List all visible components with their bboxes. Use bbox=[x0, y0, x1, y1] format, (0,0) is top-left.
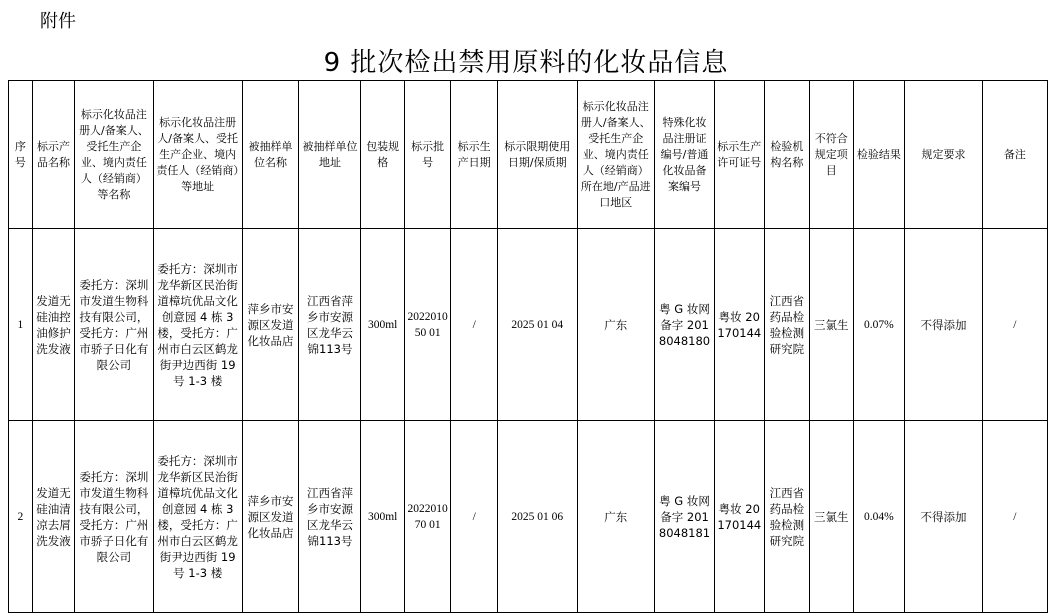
cell-product-name: 发道无硅油清凉去屑洗发液 bbox=[32, 421, 74, 613]
cell-lab: 江西省药品检验检测研究院 bbox=[764, 229, 809, 421]
cell-company-name: 委托方：深圳市发道生物科技有限公司，受托方：广州市骄子日化有限公司 bbox=[75, 421, 154, 613]
header-cell-company-name: 标示化妆品注册人/备案人、受托生产企业、境内责任人（经销商）等名称 bbox=[75, 81, 154, 229]
cell-origin: 广东 bbox=[577, 229, 655, 421]
table-row bbox=[9, 421, 1048, 613]
cell-result: 0.04% bbox=[853, 421, 905, 613]
header-row bbox=[9, 81, 1048, 229]
cell-requirement: 不得添加 bbox=[905, 229, 983, 421]
cell-company-address: 委托方：深圳市龙华新区民治街道樟坑优品文化创意园 4 栋 3 楼，受托方：广州市白云区鹤龙街尹边西街 19 号 1-3 楼 bbox=[153, 229, 242, 421]
cell-sampled-unit: 萍乡市安源区发道化妆品店 bbox=[242, 229, 299, 421]
cell-license-no: 粤妆 20170144 bbox=[715, 421, 765, 613]
cell-sampled-address: 江西省萍乡市安源区龙华云锦113号 bbox=[299, 421, 361, 613]
header-cell-failed-item: 不符合规定项目 bbox=[810, 81, 853, 229]
header-cell-sampled-unit: 被抽样单位名称 bbox=[242, 81, 299, 229]
cell-license-no: 粤妆 20170144 bbox=[715, 229, 765, 421]
cell-package-spec: 300ml bbox=[361, 229, 404, 421]
cell-expiry: 2025 01 06 bbox=[497, 421, 577, 613]
cell-production-date: / bbox=[451, 421, 498, 613]
cell-requirement: 不得添加 bbox=[905, 421, 983, 613]
cell-sampled-unit: 萍乡市安源区发道化妆品店 bbox=[242, 421, 299, 613]
header-cell-registration-no: 特殊化妆品注册证编号/普通化妆品备案编号 bbox=[655, 81, 715, 229]
cell-registration-no: 粤 G 妆网备字 2018048181 bbox=[655, 421, 715, 613]
cell-company-name: 委托方：深圳市发道生物科技有限公司，受托方：广州市骄子日化有限公司 bbox=[75, 229, 154, 421]
header-cell-expiry: 标示限期使用日期/保质期 bbox=[497, 81, 577, 229]
header-cell-origin: 标示化妆品注册人/备案人、受托生产企业、境内责任人（经销商）所在地/产品进口地区 bbox=[577, 81, 655, 229]
cell-remarks: / bbox=[982, 421, 1047, 613]
cell-remarks: / bbox=[982, 229, 1047, 421]
header-cell-product-name: 标示产品名称 bbox=[32, 81, 74, 229]
header-cell-package-spec: 包装规格 bbox=[361, 81, 404, 229]
cell-company-address: 委托方：深圳市龙华新区民治街道樟坑优品文化创意园 4 栋 3 楼，受托方：广州市白云区鹤龙街尹边西街 19 号 1-3 楼 bbox=[153, 421, 242, 613]
cell-origin: 广东 bbox=[577, 421, 655, 613]
cell-batch-no: 202201070 01 bbox=[404, 421, 451, 613]
attachment-label: 附件 bbox=[40, 11, 76, 32]
cell-package-spec: 300ml bbox=[361, 421, 404, 613]
header-cell-seq: 序号 bbox=[9, 81, 33, 229]
header-cell-license-no: 标示生产许可证号 bbox=[715, 81, 765, 229]
cell-expiry: 2025 01 04 bbox=[497, 229, 577, 421]
cell-failed-item: 三氯生 bbox=[810, 229, 853, 421]
cell-seq: 2 bbox=[9, 421, 33, 613]
cell-lab: 江西省药品检验检测研究院 bbox=[764, 421, 809, 613]
cell-sampled-address: 江西省萍乡市安源区龙华云锦113号 bbox=[299, 229, 361, 421]
header-cell-batch-no: 标示批号 bbox=[404, 81, 451, 229]
cell-result: 0.07% bbox=[853, 229, 905, 421]
header-cell-sampled-address: 被抽样单位地址 bbox=[299, 81, 361, 229]
header-cell-lab: 检验机构名称 bbox=[764, 81, 809, 229]
cell-product-name: 发道无硅油控油修护洗发液 bbox=[32, 229, 74, 421]
header-cell-production-date: 标示生产日期 bbox=[451, 81, 498, 229]
page-title: 9 批次检出禁用原料的化妆品信息 bbox=[323, 48, 729, 78]
header-cell-result: 检验结果 bbox=[853, 81, 905, 229]
table-row bbox=[9, 229, 1048, 421]
cell-registration-no: 粤 G 妆网备字 2018048180 bbox=[655, 229, 715, 421]
cell-production-date: / bbox=[451, 229, 498, 421]
cosmetics-info-table bbox=[8, 80, 1048, 613]
cell-batch-no: 202201050 01 bbox=[404, 229, 451, 421]
header-cell-requirement: 规定要求 bbox=[905, 81, 983, 229]
header-cell-remarks: 备注 bbox=[982, 81, 1047, 229]
header-cell-company-address: 标示化妆品注册人/备案人、受托生产企业、境内责任人（经销商）等地址 bbox=[153, 81, 242, 229]
cell-failed-item: 三氯生 bbox=[810, 421, 853, 613]
cell-seq: 1 bbox=[9, 229, 33, 421]
